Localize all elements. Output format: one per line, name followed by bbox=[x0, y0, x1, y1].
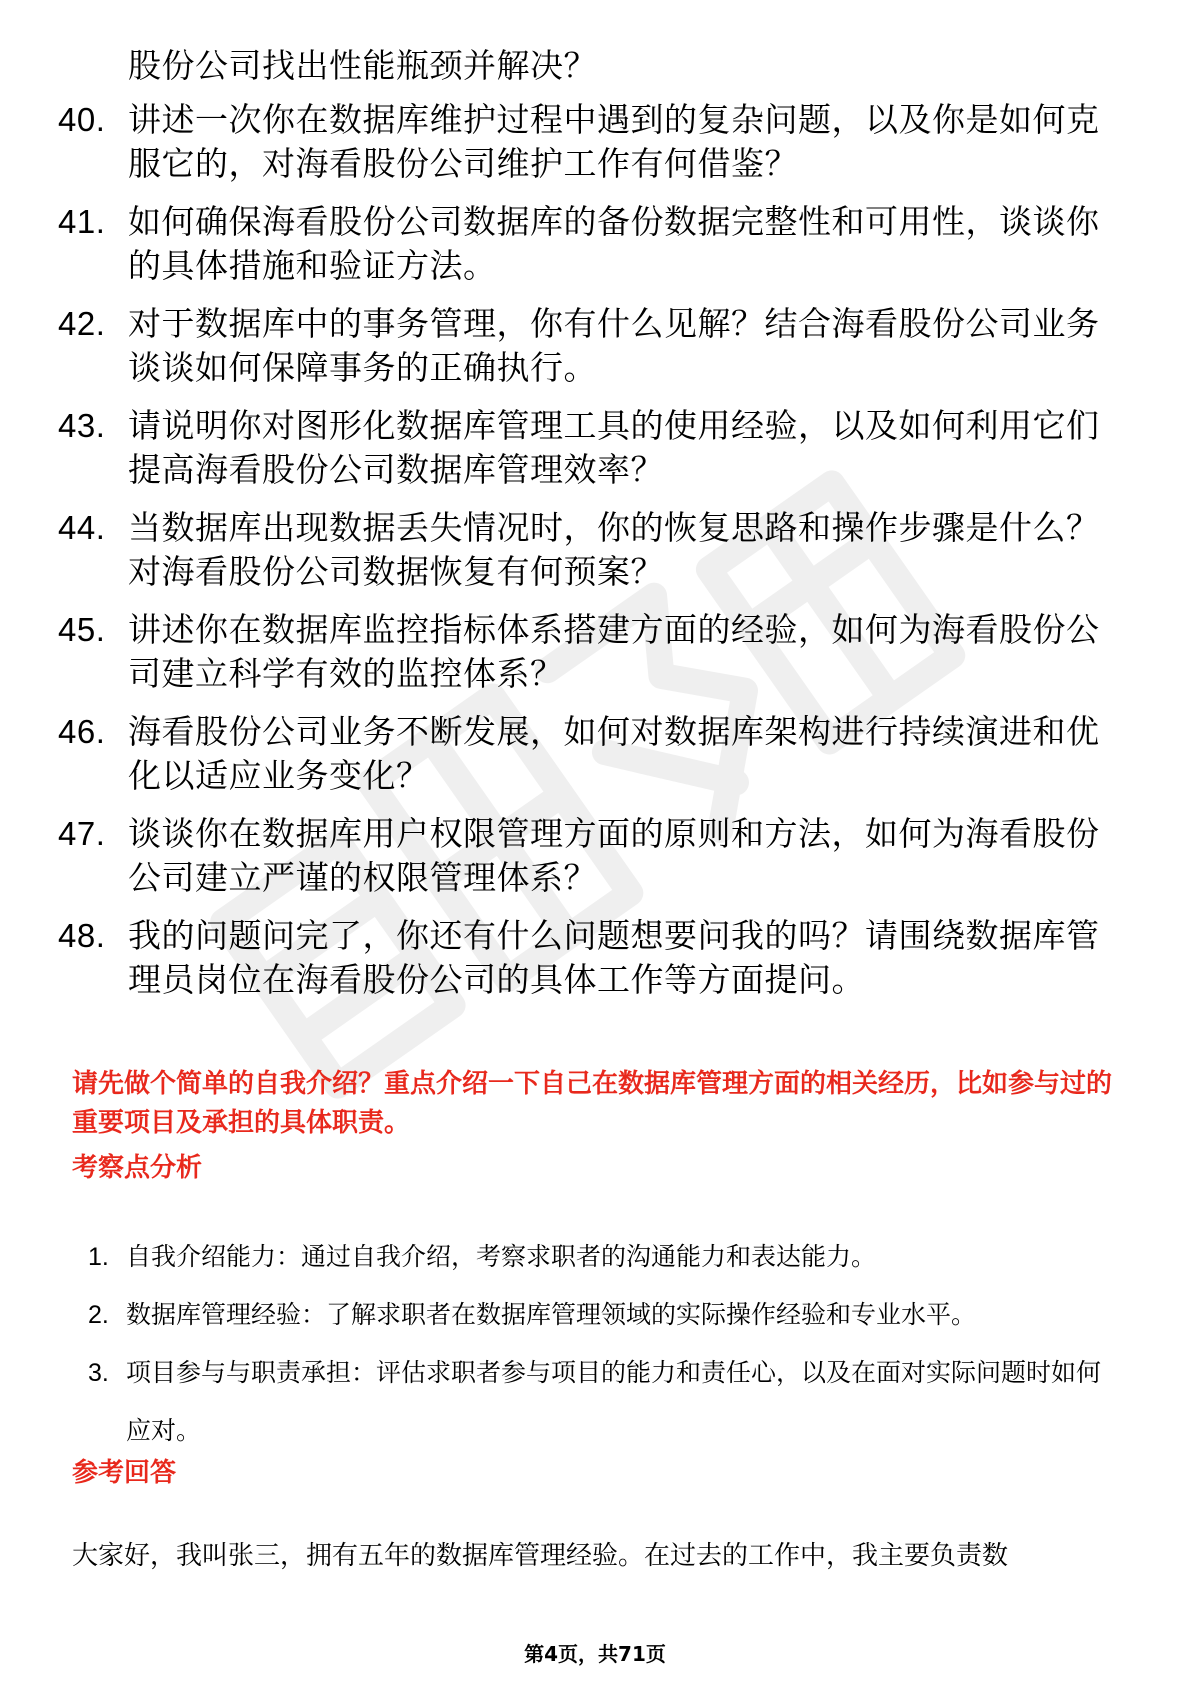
analysis-item bbox=[0, 1344, 1116, 1460]
question-number: 42. bbox=[58, 305, 106, 342]
question-number: 48. bbox=[58, 917, 106, 954]
question-item bbox=[0, 710, 1108, 798]
analysis-item bbox=[0, 1228, 1116, 1286]
reference-answer: 大家好，我叫张三，拥有五年的数据库管理经验。在过去的工作中，我主要负责数 bbox=[72, 1541, 1009, 1571]
question-text: 讲述一次你在数据库维护过程中遇到的复杂问题，以及你是如何克服它的，对海看股份公司维护工作有何借鉴？ bbox=[128, 100, 1100, 183]
question-number: 46. bbox=[58, 713, 106, 750]
question-text: 讲述你在数据库监控指标体系搭建方面的经验，如何为海看股份公司建立科学有效的监控体系？ bbox=[128, 610, 1100, 693]
question-text: 对于数据库中的事务管理，你有什么见解？结合海看股份公司业务谈谈如何保障事务的正确执行。 bbox=[128, 304, 1100, 387]
question-item bbox=[0, 200, 1108, 288]
analysis-heading: 考察点分析 bbox=[72, 1153, 203, 1183]
analysis-text: 数据库管理经验：了解求职者在数据库管理领域的实际操作经验和专业水平。 bbox=[126, 1300, 977, 1329]
question-item bbox=[0, 506, 1108, 594]
question-text: 当数据库出现数据丢失情况时，你的恢复思路和操作步骤是什么？对海看股份公司数据恢复有何预案？ bbox=[128, 508, 1100, 591]
analysis-text: 项目参与与职责承担：评估求职者参与项目的能力和责任心，以及在面对实际问题时如何应对。 bbox=[126, 1358, 1102, 1445]
question-continuation bbox=[0, 44, 1108, 88]
page-footer: 第4页，共71页 bbox=[524, 1642, 666, 1666]
question-item bbox=[0, 608, 1108, 696]
question-text: 如何确保海看股份公司数据库的备份数据完整性和可用性，谈谈你的具体措施和验证方法。 bbox=[128, 202, 1100, 285]
analysis-item bbox=[0, 1286, 1116, 1344]
question-item bbox=[0, 98, 1108, 186]
question-number: 41. bbox=[58, 203, 106, 240]
question-continuation-text: 股份公司找出性能瓶颈并解决？ bbox=[128, 46, 597, 85]
analysis-list bbox=[0, 1228, 1190, 1460]
reference-heading: 参考回答 bbox=[72, 1458, 177, 1488]
question-number: 43. bbox=[58, 407, 106, 444]
question-item bbox=[0, 404, 1108, 492]
question-text: 谈谈你在数据库用户权限管理方面的原则和方法，如何为海看股份公司建立严谨的权限管理体系？ bbox=[128, 814, 1100, 897]
question-text: 请说明你对图形化数据库管理工具的使用经验，以及如何利用它们提高海看股份公司数据库管理效率？ bbox=[128, 406, 1100, 489]
question-list bbox=[0, 44, 1190, 1016]
analysis-number: 3. bbox=[88, 1359, 109, 1387]
question-text: 海看股份公司业务不断发展，如何对数据库架构进行持续演进和优化以适应业务变化？ bbox=[128, 712, 1100, 795]
question-number: 44. bbox=[58, 509, 106, 546]
question-text: 我的问题问完了，你还有什么问题想要问我的吗？请围绕数据库管理员岗位在海看股份公司的具体工作等方面提问。 bbox=[128, 916, 1100, 999]
question-number: 47. bbox=[58, 815, 106, 852]
question-number: 40. bbox=[58, 101, 106, 138]
analysis-number: 1. bbox=[88, 1243, 109, 1271]
analysis-number: 2. bbox=[88, 1301, 109, 1329]
question-item bbox=[0, 302, 1108, 390]
question-number: 45. bbox=[58, 611, 106, 648]
question-item bbox=[0, 812, 1108, 900]
featured-question: 请先做个简单的自我介绍？重点介绍一下自己在数据库管理方面的相关经历，比如参与过的重要项目及承担的具体职责。 bbox=[72, 1069, 1113, 1138]
analysis-text: 自我介绍能力：通过自我介绍，考察求职者的沟通能力和表达能力。 bbox=[126, 1242, 877, 1271]
question-item bbox=[0, 914, 1108, 1002]
